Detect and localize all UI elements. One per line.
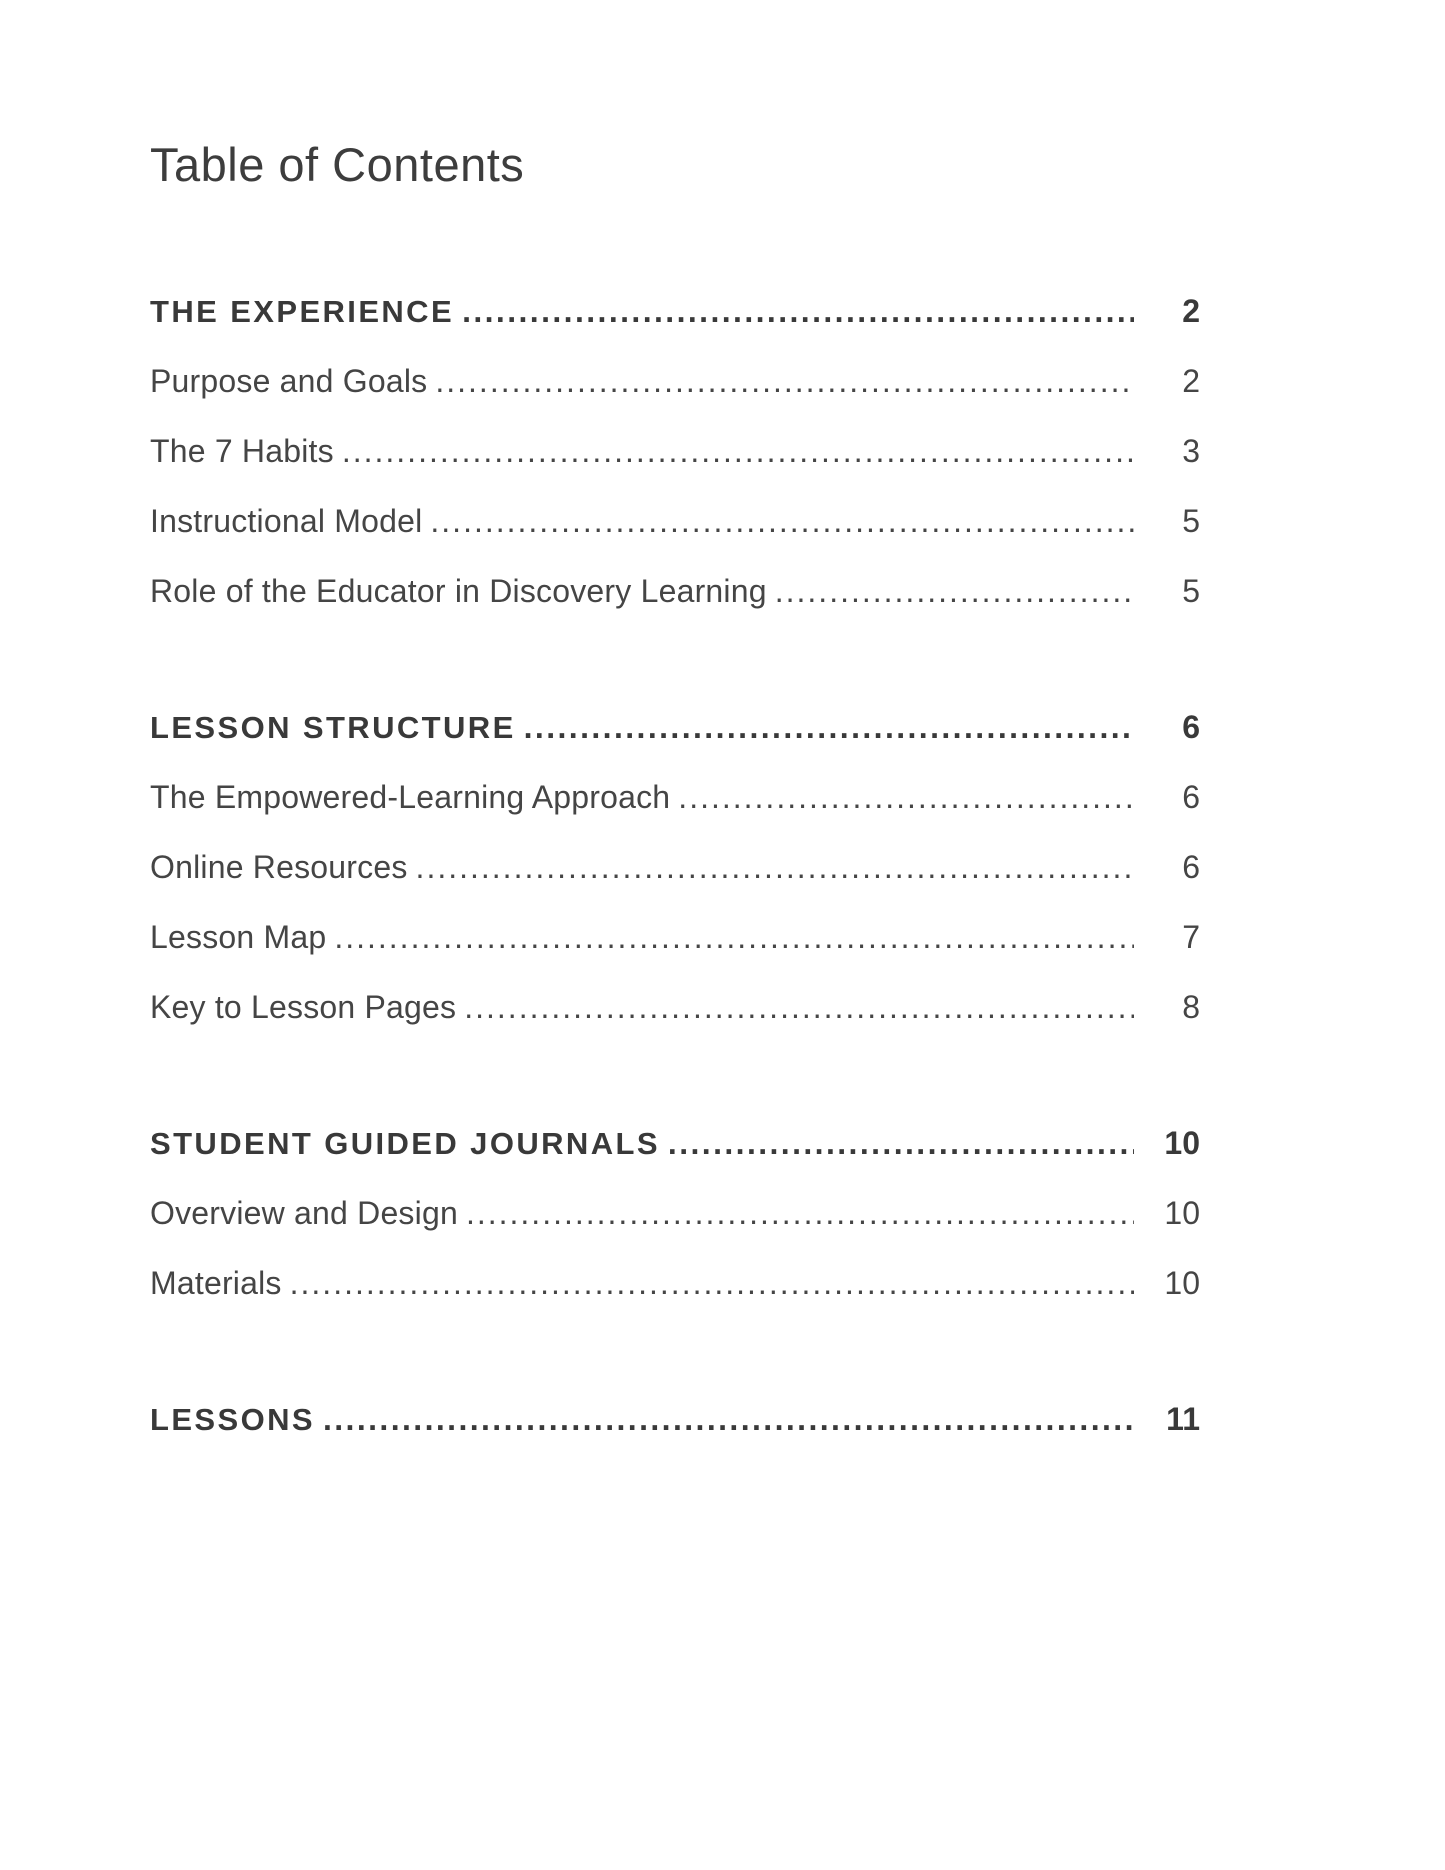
dot-leader <box>670 762 1134 832</box>
toc-entry-label: Purpose and Goals <box>150 363 428 400</box>
toc-section-entries <box>150 762 1200 1042</box>
toc-section <box>150 1108 1200 1318</box>
toc-entry-label: Key to Lesson Pages <box>150 989 457 1026</box>
toc-heading-page: 6 <box>1182 709 1200 746</box>
dot-leader <box>516 692 1134 762</box>
toc-entry-label: Role of the Educator in Discovery Learning <box>150 573 767 610</box>
dot-leader <box>422 486 1134 556</box>
dot-leader <box>454 276 1134 346</box>
dot-leader <box>282 1248 1134 1318</box>
toc-section-heading[interactable] <box>150 276 1200 346</box>
dot-leader <box>408 832 1134 902</box>
toc-section <box>150 276 1200 626</box>
toc-entry-page: 3 <box>1182 433 1200 470</box>
dot-leader <box>456 972 1134 1042</box>
toc-entry-label: The 7 Habits <box>150 433 334 470</box>
toc-entry-label: Instructional Model <box>150 503 423 540</box>
toc-entry[interactable] <box>150 1248 1200 1318</box>
toc-entry-label: Materials <box>150 1265 282 1302</box>
toc-heading-label: LESSON STRUCTURE <box>150 710 516 746</box>
dot-leader <box>315 1384 1134 1454</box>
toc-entry-page: 6 <box>1182 849 1200 886</box>
toc-entry-page: 5 <box>1182 573 1200 610</box>
page-title: Table of Contents <box>150 138 525 191</box>
toc-entry-label: Overview and Design <box>150 1195 458 1232</box>
toc-entry[interactable] <box>150 972 1200 1042</box>
toc-entry-page: 2 <box>1182 363 1200 400</box>
toc-section-heading[interactable] <box>150 692 1200 762</box>
toc-heading-page: 10 <box>1164 1125 1200 1162</box>
toc-heading-page: 2 <box>1182 293 1200 330</box>
toc-heading-page: 11 <box>1166 1401 1200 1438</box>
dot-leader <box>326 902 1134 972</box>
toc-entry-label: The Empowered-Learning Approach <box>150 779 671 816</box>
toc-entry-label: Online Resources <box>150 849 408 886</box>
toc-entry-page: 5 <box>1182 503 1200 540</box>
dot-leader <box>767 556 1134 626</box>
toc-section <box>150 1384 1200 1454</box>
toc-heading-label: THE EXPERIENCE <box>150 294 455 330</box>
toc-list <box>150 276 1200 1454</box>
toc-entry-label: Lesson Map <box>150 919 327 956</box>
toc-entry[interactable] <box>150 486 1200 556</box>
dot-leader <box>660 1108 1134 1178</box>
toc-section-entries <box>150 1178 1200 1318</box>
table-of-contents <box>150 138 1200 1454</box>
toc-entry-page: 8 <box>1182 989 1200 1026</box>
toc-section-heading[interactable] <box>150 1108 1200 1178</box>
dot-leader <box>427 346 1134 416</box>
toc-entry-page: 7 <box>1182 919 1200 956</box>
toc-entry[interactable] <box>150 416 1200 486</box>
toc-entry-page: 10 <box>1164 1265 1200 1302</box>
toc-entry[interactable] <box>150 762 1200 832</box>
toc-section <box>150 692 1200 1042</box>
toc-entry-page: 6 <box>1182 779 1200 816</box>
toc-entry[interactable] <box>150 556 1200 626</box>
toc-entry-page: 10 <box>1164 1195 1200 1232</box>
toc-entry[interactable] <box>150 1178 1200 1248</box>
dot-leader <box>334 416 1134 486</box>
toc-entry[interactable] <box>150 832 1200 902</box>
toc-section-heading[interactable] <box>150 1384 1200 1454</box>
toc-heading-label: LESSONS <box>150 1402 315 1438</box>
toc-entry[interactable] <box>150 346 1200 416</box>
toc-entry[interactable] <box>150 902 1200 972</box>
toc-section-entries <box>150 346 1200 626</box>
toc-heading-label: STUDENT GUIDED JOURNALS <box>150 1126 660 1162</box>
dot-leader <box>458 1178 1134 1248</box>
